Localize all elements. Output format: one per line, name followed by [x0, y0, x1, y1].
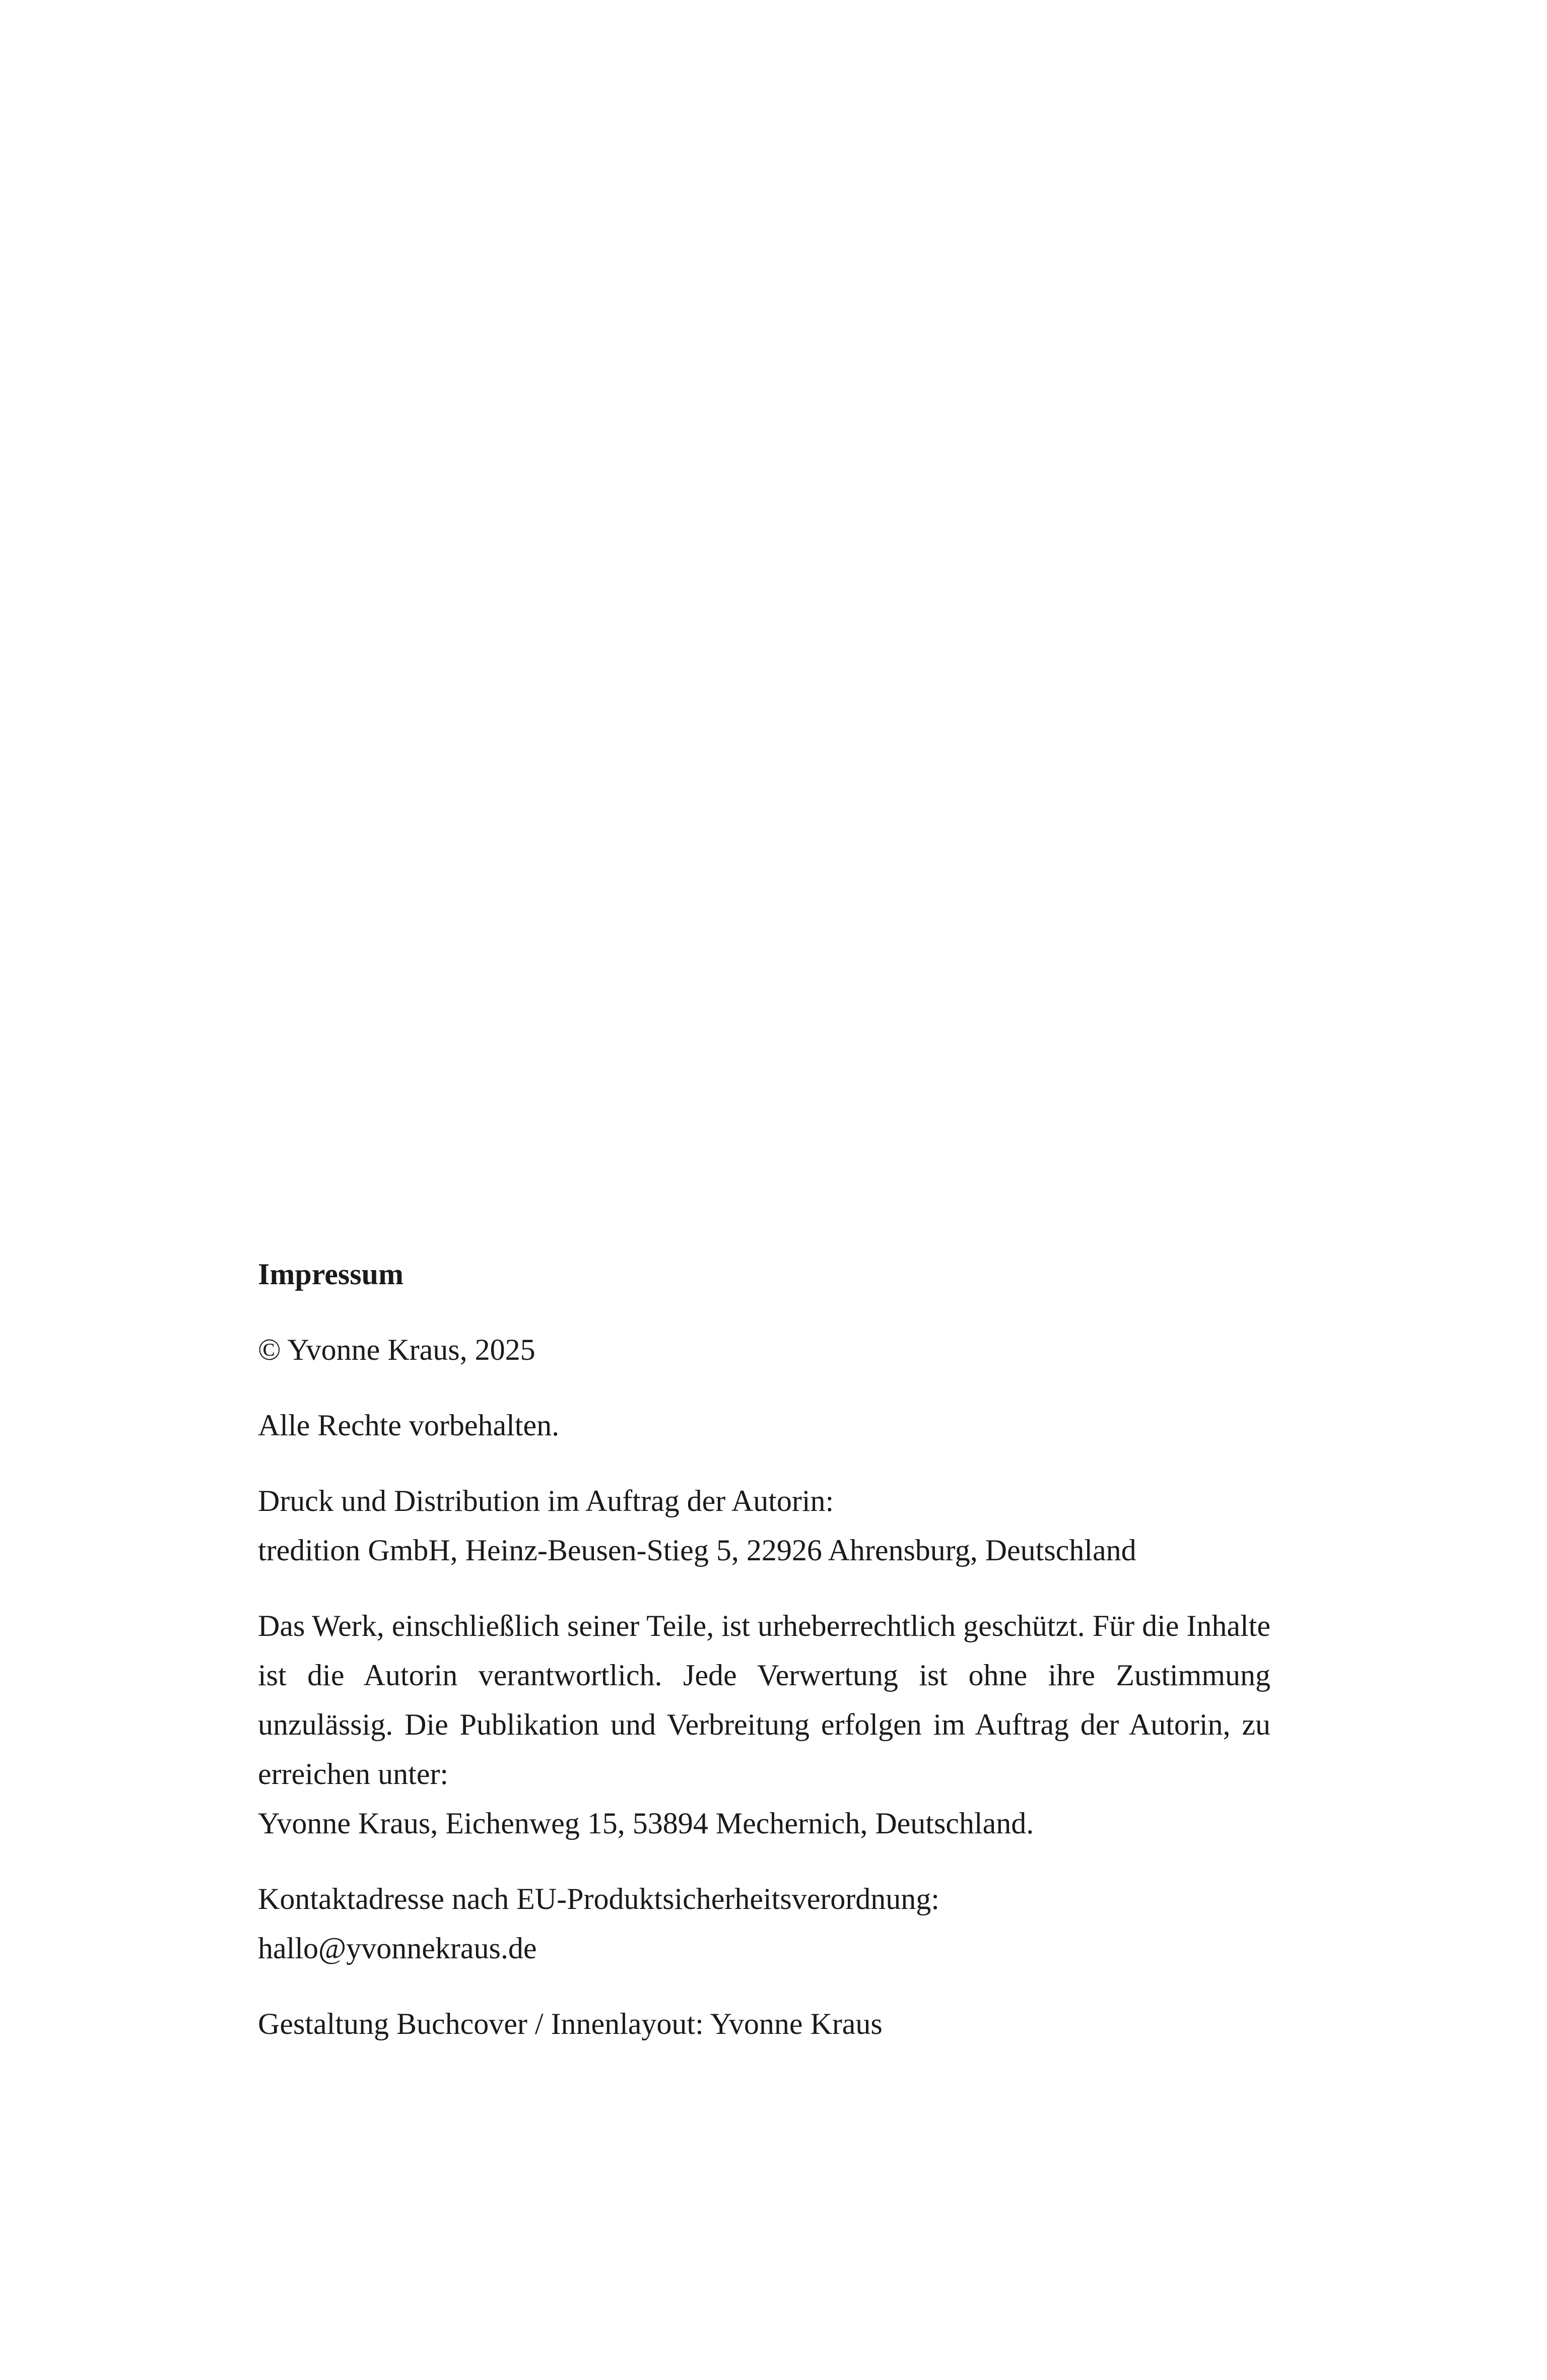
- print-distribution-line: Druck und Distribution im Auftrag der Autorin:: [258, 1484, 834, 1517]
- legal-notice: Das Werk, einschließlich seiner Teile, ist urheberrechtlich geschützt. Für die Inhalte ist die Autorin verantwortlich. Jede Verwertung ist ohne ihre Zustimmung unzulässig. Die Publikation und Verbreitung erfolgen im Auftrag der Autorin, zu erreichen unter:: [258, 1609, 1270, 1791]
- copyright-line: © Yvonne Kraus, 2025: [258, 1333, 535, 1366]
- rights-line: Alle Rechte vorbehalten.: [258, 1409, 560, 1442]
- imprint-block: [258, 1249, 1270, 2048]
- design-credit: Gestaltung Buchcover / Innenlayout: Yvonne Kraus: [258, 2007, 883, 2040]
- publisher-address: tredition GmbH, Heinz-Beusen-Stieg 5, 22926 Ahrensburg, Deutschland: [258, 1534, 1136, 1567]
- imprint-heading: Impressum: [258, 1258, 403, 1291]
- contact-email: hallo@yvonnekraus.de: [258, 1932, 537, 1965]
- author-address: Yvonne Kraus, Eichenweg 15, 53894 Mechernich, Deutschland.: [258, 1807, 1034, 1840]
- contact-label: Kontaktadresse nach EU-Produktsicherheitsverordnung:: [258, 1882, 939, 1915]
